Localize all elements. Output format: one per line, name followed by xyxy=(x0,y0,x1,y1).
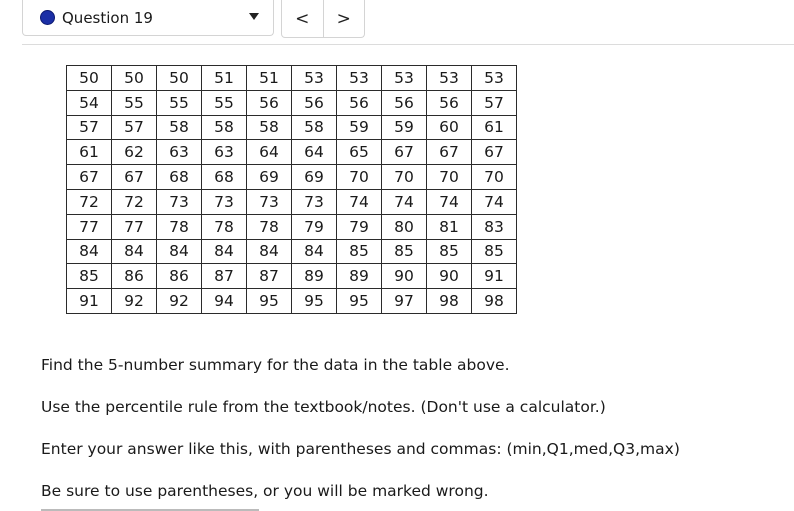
table-row xyxy=(67,289,517,314)
table-cell: 51 xyxy=(202,66,247,91)
table-cell: 79 xyxy=(337,214,382,239)
table-cell: 77 xyxy=(67,214,112,239)
table-cell: 85 xyxy=(472,239,517,264)
table-cell: 84 xyxy=(67,239,112,264)
toolbar-divider xyxy=(22,44,794,45)
table-cell: 54 xyxy=(67,90,112,115)
table-row xyxy=(67,214,517,239)
table-cell: 55 xyxy=(112,90,157,115)
table-cell: 58 xyxy=(292,115,337,140)
table-cell: 86 xyxy=(112,264,157,289)
table-cell: 89 xyxy=(292,264,337,289)
table-cell: 92 xyxy=(112,289,157,314)
table-cell: 86 xyxy=(157,264,202,289)
table-cell: 73 xyxy=(157,189,202,214)
table-cell: 95 xyxy=(292,289,337,314)
table-cell: 50 xyxy=(157,66,202,91)
instruction-line-2: Use the percentile rule from the textbook/notes. (Don't use a calculator.) xyxy=(41,398,606,416)
table-cell: 57 xyxy=(112,115,157,140)
table-cell: 57 xyxy=(67,115,112,140)
table-cell: 67 xyxy=(427,140,472,165)
table-cell: 56 xyxy=(427,90,472,115)
table-cell: 85 xyxy=(382,239,427,264)
table-cell: 84 xyxy=(157,239,202,264)
table-cell: 92 xyxy=(157,289,202,314)
table-cell: 98 xyxy=(427,289,472,314)
table-cell: 85 xyxy=(337,239,382,264)
table-cell: 67 xyxy=(67,165,112,190)
table-cell: 73 xyxy=(292,189,337,214)
table-cell: 85 xyxy=(67,264,112,289)
table-cell: 90 xyxy=(427,264,472,289)
table-cell: 67 xyxy=(112,165,157,190)
table-cell: 72 xyxy=(112,189,157,214)
previous-question-button[interactable]: < xyxy=(295,8,310,29)
table-cell: 56 xyxy=(292,90,337,115)
table-cell: 55 xyxy=(202,90,247,115)
table-cell: 53 xyxy=(472,66,517,91)
table-cell: 61 xyxy=(472,115,517,140)
table-cell: 70 xyxy=(427,165,472,190)
table-cell: 59 xyxy=(337,115,382,140)
table-cell: 70 xyxy=(382,165,427,190)
table-cell: 87 xyxy=(247,264,292,289)
table-row xyxy=(67,66,517,91)
table-row xyxy=(67,140,517,165)
table-row xyxy=(67,90,517,115)
table-cell: 98 xyxy=(472,289,517,314)
table-cell: 81 xyxy=(427,214,472,239)
table-cell: 74 xyxy=(472,189,517,214)
table-cell: 78 xyxy=(202,214,247,239)
question-label: Question 19 xyxy=(62,8,153,27)
table-cell: 79 xyxy=(292,214,337,239)
table-cell: 58 xyxy=(157,115,202,140)
table-cell: 56 xyxy=(337,90,382,115)
chevron-down-icon xyxy=(249,13,259,20)
table-cell: 89 xyxy=(337,264,382,289)
next-question-button[interactable]: > xyxy=(323,0,365,37)
table-cell: 84 xyxy=(292,239,337,264)
table-cell: 69 xyxy=(292,165,337,190)
table-cell: 50 xyxy=(112,66,157,91)
table-cell: 85 xyxy=(427,239,472,264)
instruction-line-3: Enter your answer like this, with parentheses and commas: (min,Q1,med,Q3,max) xyxy=(41,440,680,458)
table-row xyxy=(67,165,517,190)
table-cell: 56 xyxy=(382,90,427,115)
table-cell: 73 xyxy=(247,189,292,214)
table-row xyxy=(67,189,517,214)
table-cell: 60 xyxy=(427,115,472,140)
table-cell: 57 xyxy=(472,90,517,115)
table-cell: 59 xyxy=(382,115,427,140)
table-cell: 61 xyxy=(67,140,112,165)
table-cell: 58 xyxy=(247,115,292,140)
table-cell: 84 xyxy=(202,239,247,264)
table-cell: 80 xyxy=(382,214,427,239)
table-cell: 56 xyxy=(247,90,292,115)
table-cell: 68 xyxy=(157,165,202,190)
table-cell: 73 xyxy=(202,189,247,214)
table-cell: 74 xyxy=(382,189,427,214)
table-cell: 91 xyxy=(67,289,112,314)
table-cell: 90 xyxy=(382,264,427,289)
table-cell: 74 xyxy=(427,189,472,214)
table-cell: 70 xyxy=(337,165,382,190)
table-cell: 67 xyxy=(382,140,427,165)
table-cell: 50 xyxy=(67,66,112,91)
instruction-line-4: Be sure to use parentheses, or you will be marked wrong. xyxy=(41,482,489,500)
table-row xyxy=(67,239,517,264)
table-cell: 51 xyxy=(247,66,292,91)
table-cell: 87 xyxy=(202,264,247,289)
table-cell: 84 xyxy=(112,239,157,264)
table-cell: 78 xyxy=(247,214,292,239)
table-cell: 91 xyxy=(472,264,517,289)
table-cell: 84 xyxy=(247,239,292,264)
table-cell: 64 xyxy=(292,140,337,165)
table-cell: 55 xyxy=(157,90,202,115)
table-cell: 68 xyxy=(202,165,247,190)
question-toolbar xyxy=(0,0,794,45)
table-cell: 53 xyxy=(337,66,382,91)
table-row xyxy=(67,264,517,289)
instruction-line-1: Find the 5-number summary for the data in the table above. xyxy=(41,356,510,374)
table-cell: 95 xyxy=(337,289,382,314)
table-cell: 53 xyxy=(292,66,337,91)
question-selector[interactable] xyxy=(22,0,274,36)
table-cell: 58 xyxy=(202,115,247,140)
table-cell: 83 xyxy=(472,214,517,239)
table-cell: 62 xyxy=(112,140,157,165)
question-status-icon xyxy=(40,10,55,25)
table-cell: 63 xyxy=(202,140,247,165)
table-cell: 65 xyxy=(337,140,382,165)
table-cell: 64 xyxy=(247,140,292,165)
table-cell: 94 xyxy=(202,289,247,314)
table-cell: 63 xyxy=(157,140,202,165)
data-table-body xyxy=(67,66,517,314)
table-cell: 78 xyxy=(157,214,202,239)
table-cell: 69 xyxy=(247,165,292,190)
table-cell: 53 xyxy=(427,66,472,91)
table-cell: 74 xyxy=(337,189,382,214)
table-cell: 97 xyxy=(382,289,427,314)
table-cell: 77 xyxy=(112,214,157,239)
table-cell: 53 xyxy=(382,66,427,91)
data-table xyxy=(66,65,517,314)
table-row xyxy=(67,115,517,140)
table-cell: 95 xyxy=(247,289,292,314)
table-cell: 70 xyxy=(472,165,517,190)
table-cell: 72 xyxy=(67,189,112,214)
table-cell: 67 xyxy=(472,140,517,165)
question-nav xyxy=(281,0,365,38)
